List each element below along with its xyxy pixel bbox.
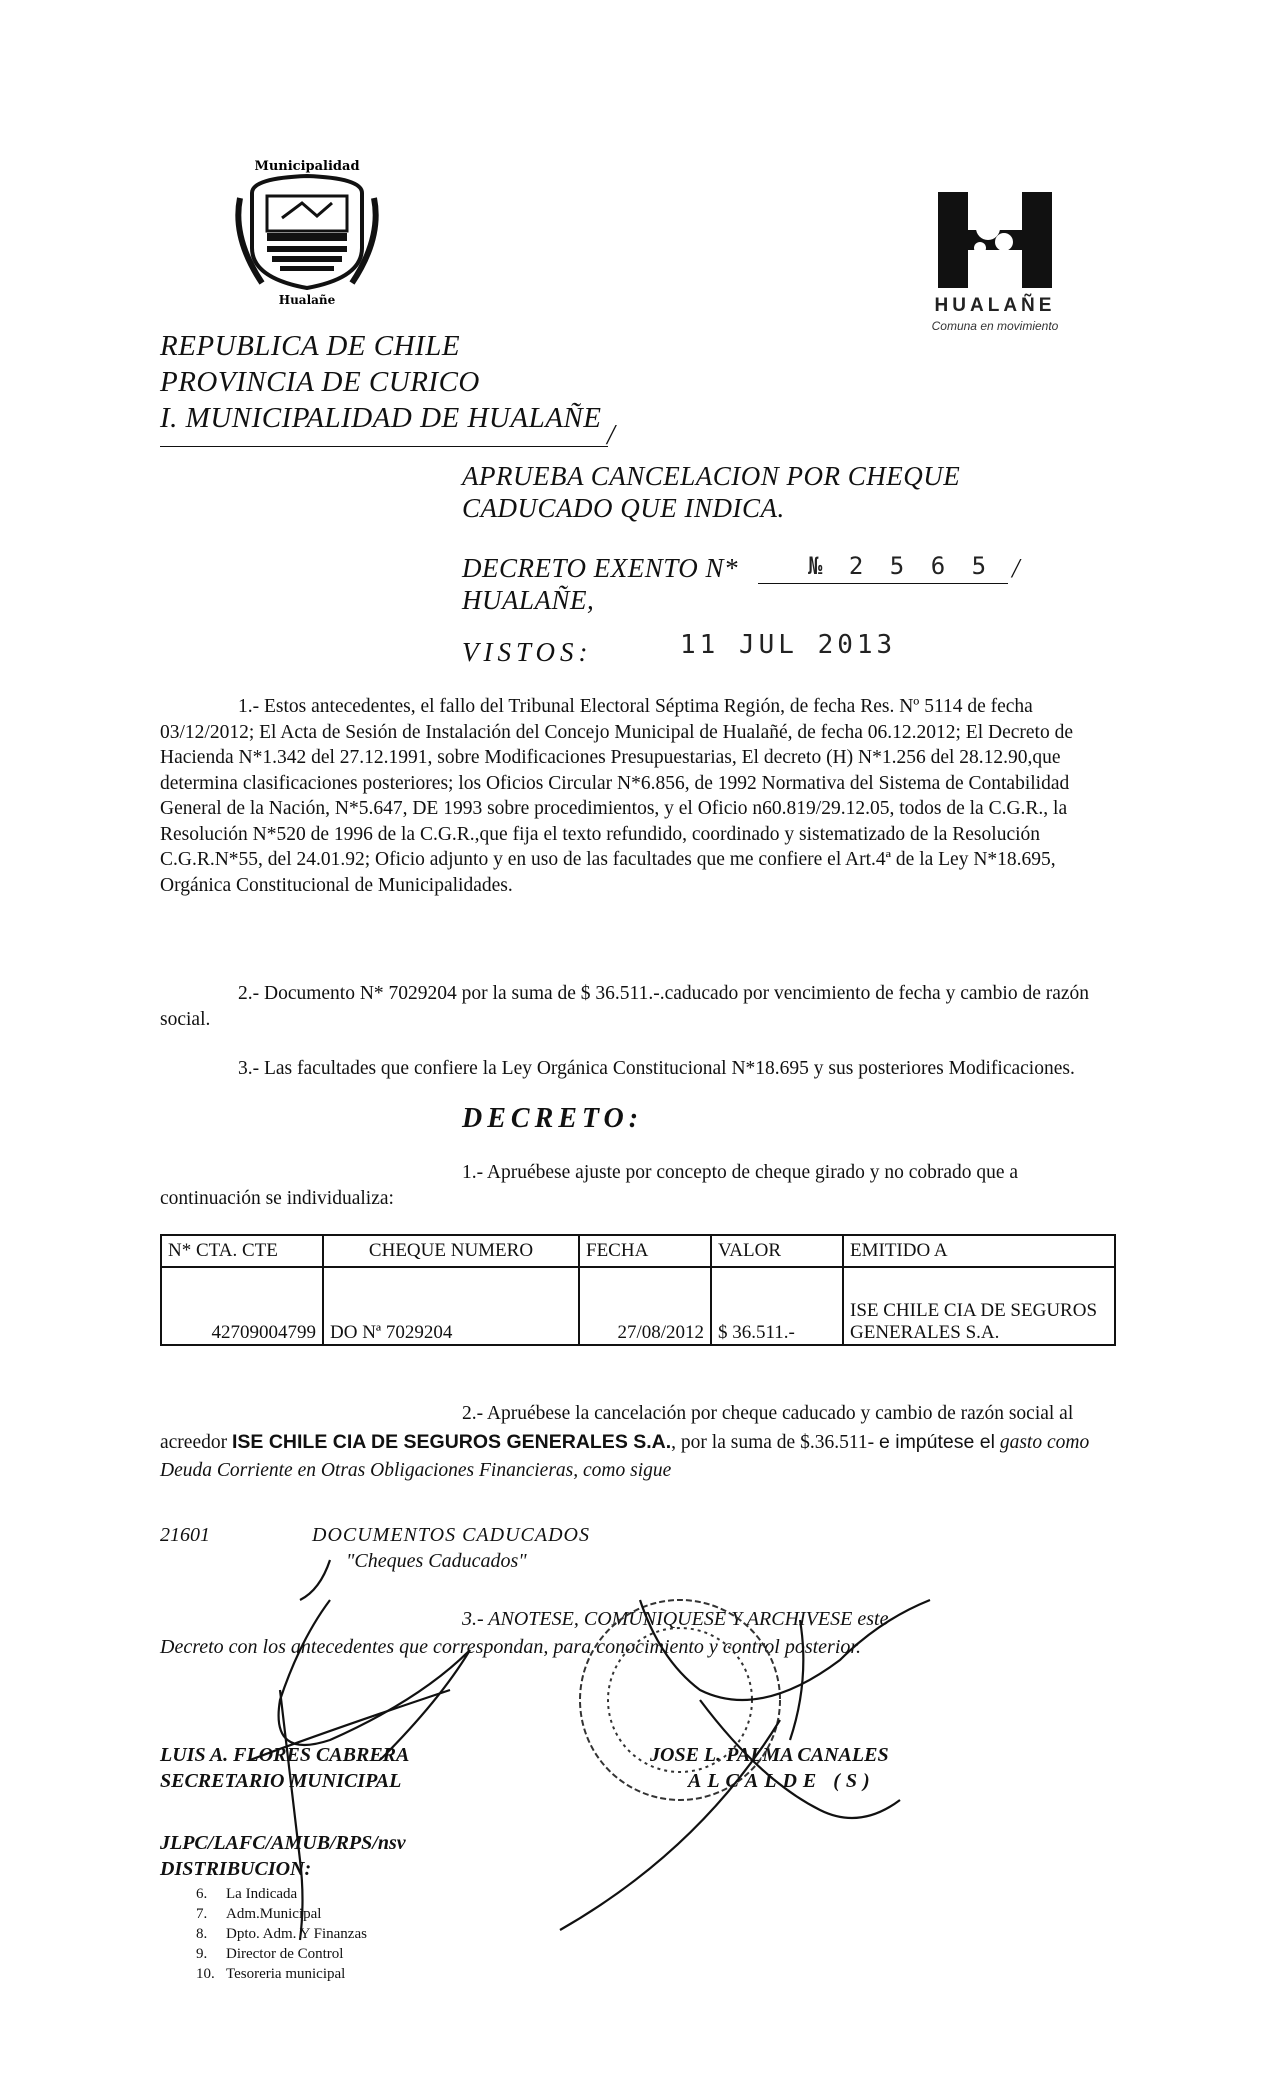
crest-bottom-text: Hualañe (278, 293, 336, 307)
col-header-cta: N* CTA. CTE (161, 1235, 323, 1267)
item2-text-b: , por la suma de (671, 1432, 796, 1453)
crest-seal-icon (222, 148, 392, 308)
decreto-item-2 (160, 1400, 1090, 1485)
list-item: 8. Dpto. Adm. Y Finanzas (196, 1926, 367, 1942)
header-province: PROVINCIA DE CURICO (160, 366, 480, 398)
right-signer-title: ALCALDE (S) (688, 1770, 876, 1792)
distribution-list (196, 1884, 367, 1984)
place-label: HUALAÑE, (462, 585, 595, 615)
header-underline (160, 446, 608, 447)
crest-top-text: Municipalidad (254, 159, 360, 174)
hualane-logo (905, 190, 1085, 340)
vistos-paragraph-1: 1.- Estos antecedentes, el fallo del Tribunal Electoral Séptima Región, de fecha Res. Nº 5114 de fecha 03/12/2012; El Acta de Sesión de Instalación del Concejo Municipal de Hualañé, de fecha 06.12.2012; El Decreto de Hacienda N*1.342 del 27.12.1991, sobre Modificaciones Presupuestarias, El decreto (H) N*1.256 del 28.12.90,que determina clasificaciones posteriores; los Oficios Circular N*6.856, de 1992 Normativa del Sistema de Contabilidad General de la Nación, N*5.647, DE 1993 sobre procedimientos, y el Oficio n60.819/29.12.05, todos de la C.G.R., la Resolución N*520 de 1996 de la C.G.R.,que fija el texto refundido, coordinado y sistematizado de la Resolución C.G.R.N*55, del 24.01.92; Oficio adjunto y en uso de las facultades que me confiere el Art.4ª de la Ley N*18.695, Orgánica Constitucional de Municipalidades. (160, 696, 1073, 896)
item2-creditor: ISE CHILE CIA DE SEGUROS GENERALES S.A. (231, 1431, 672, 1453)
vistos-label: VISTOS: (462, 637, 593, 667)
col-header-emitido: EMITIDO A (843, 1235, 1115, 1267)
decree-label: DECRETO EXENTO N* (462, 553, 739, 583)
account-name: DOCUMENTOS CADUCADOS (312, 1524, 590, 1546)
item2-text-c: e impútese el (878, 1431, 995, 1453)
header-slash: / (607, 420, 615, 451)
cell-valor: $ 36.511.- (711, 1267, 843, 1345)
distribution-label: DISTRIBUCION: (160, 1858, 312, 1880)
cell-fecha: 27/08/2012 (579, 1267, 711, 1345)
subject-line-1: APRUEBA CANCELACION POR CHEQUE (462, 461, 961, 491)
logo-tagline: Comuna en movimiento (931, 319, 1059, 333)
left-signer-name: LUIS A. FLORES CABRERA (160, 1744, 410, 1766)
header-municipality: I. MUNICIPALIDAD DE HUALAÑE (160, 402, 602, 434)
initials-line: JLPC/LAFC/AMUB/RPS/nsv (160, 1832, 406, 1854)
subject-line-2: CADUCADO QUE INDICA. (462, 493, 785, 523)
list-item: 6. La Indicada (196, 1886, 298, 1902)
left-signer-title: SECRETARIO MUNICIPAL (160, 1770, 402, 1792)
decreto-item-3-b: Decreto con los antecedentes que correspondan, para conocimiento y control posterior. (160, 1636, 861, 1658)
account-code: 21601 (160, 1524, 210, 1546)
cell-cta: 42709004799 (161, 1267, 323, 1345)
account-sub: "Cheques Caducados" (346, 1550, 527, 1572)
table-row (161, 1267, 1115, 1345)
decree-number: № 2 5 6 5 (808, 552, 993, 580)
decreto-heading: DECRETO: (462, 1103, 644, 1134)
list-item: 10. Tesoreria municipal (196, 1966, 346, 1982)
item2-text-a: 2.- Apruébese la cancelación por cheque caducado y cambio de razón social al acreedor (160, 1403, 1074, 1453)
col-header-valor: VALOR (711, 1235, 843, 1267)
decreto-item-3-a: 3.- ANOTESE, COMUNIQUESE Y ARCHIVESE este (462, 1608, 889, 1630)
cheque-table (160, 1234, 1116, 1346)
item2-text-d: gasto como Deuda Corriente en Otras Obligaciones Financieras, como sigue (160, 1432, 1090, 1481)
vistos-paragraph-3: 3.- Las facultades que confiere la Ley Orgánica Constitucional N*18.695 y sus posteriores Modificaciones. (238, 1058, 1075, 1079)
col-header-cheque: CHEQUE NUMERO (323, 1235, 579, 1267)
right-signer-name: JOSE L. PALMA CANALES (650, 1744, 889, 1766)
list-item: 7. Adm.Municipal (196, 1906, 322, 1922)
cell-emitido: ISE CHILE CIA DE SEGUROS GENERALES S.A. (843, 1267, 1115, 1345)
decree-number-line (758, 583, 1008, 584)
item2-amount: $.36.511- (800, 1432, 875, 1453)
decreto-item-1: 1.- Apruébese ajuste por concepto de cheque girado y no cobrado que a continuación se individualiza: (160, 1162, 1019, 1209)
logo-h-icon (930, 190, 1060, 290)
table-header-row (161, 1235, 1115, 1267)
header-republic: REPUBLICA DE CHILE (160, 330, 461, 362)
vistos-paragraph-2: 2.- Documento N* 7029204 por la suma de $ 36.511.-.caducado por vencimiento de fecha y cambio de razón social. (160, 983, 1090, 1030)
col-header-fecha: FECHA (579, 1235, 711, 1267)
municipal-crest (222, 148, 392, 308)
list-item: 9. Director de Control (196, 1946, 344, 1962)
vistos-date-stamp: 11 JUL 2013 (680, 630, 897, 660)
logo-name: HUALAÑE (934, 295, 1056, 316)
cell-cheque: DO Nª 7029204 (323, 1267, 579, 1345)
decree-slash: / (1012, 553, 1021, 583)
